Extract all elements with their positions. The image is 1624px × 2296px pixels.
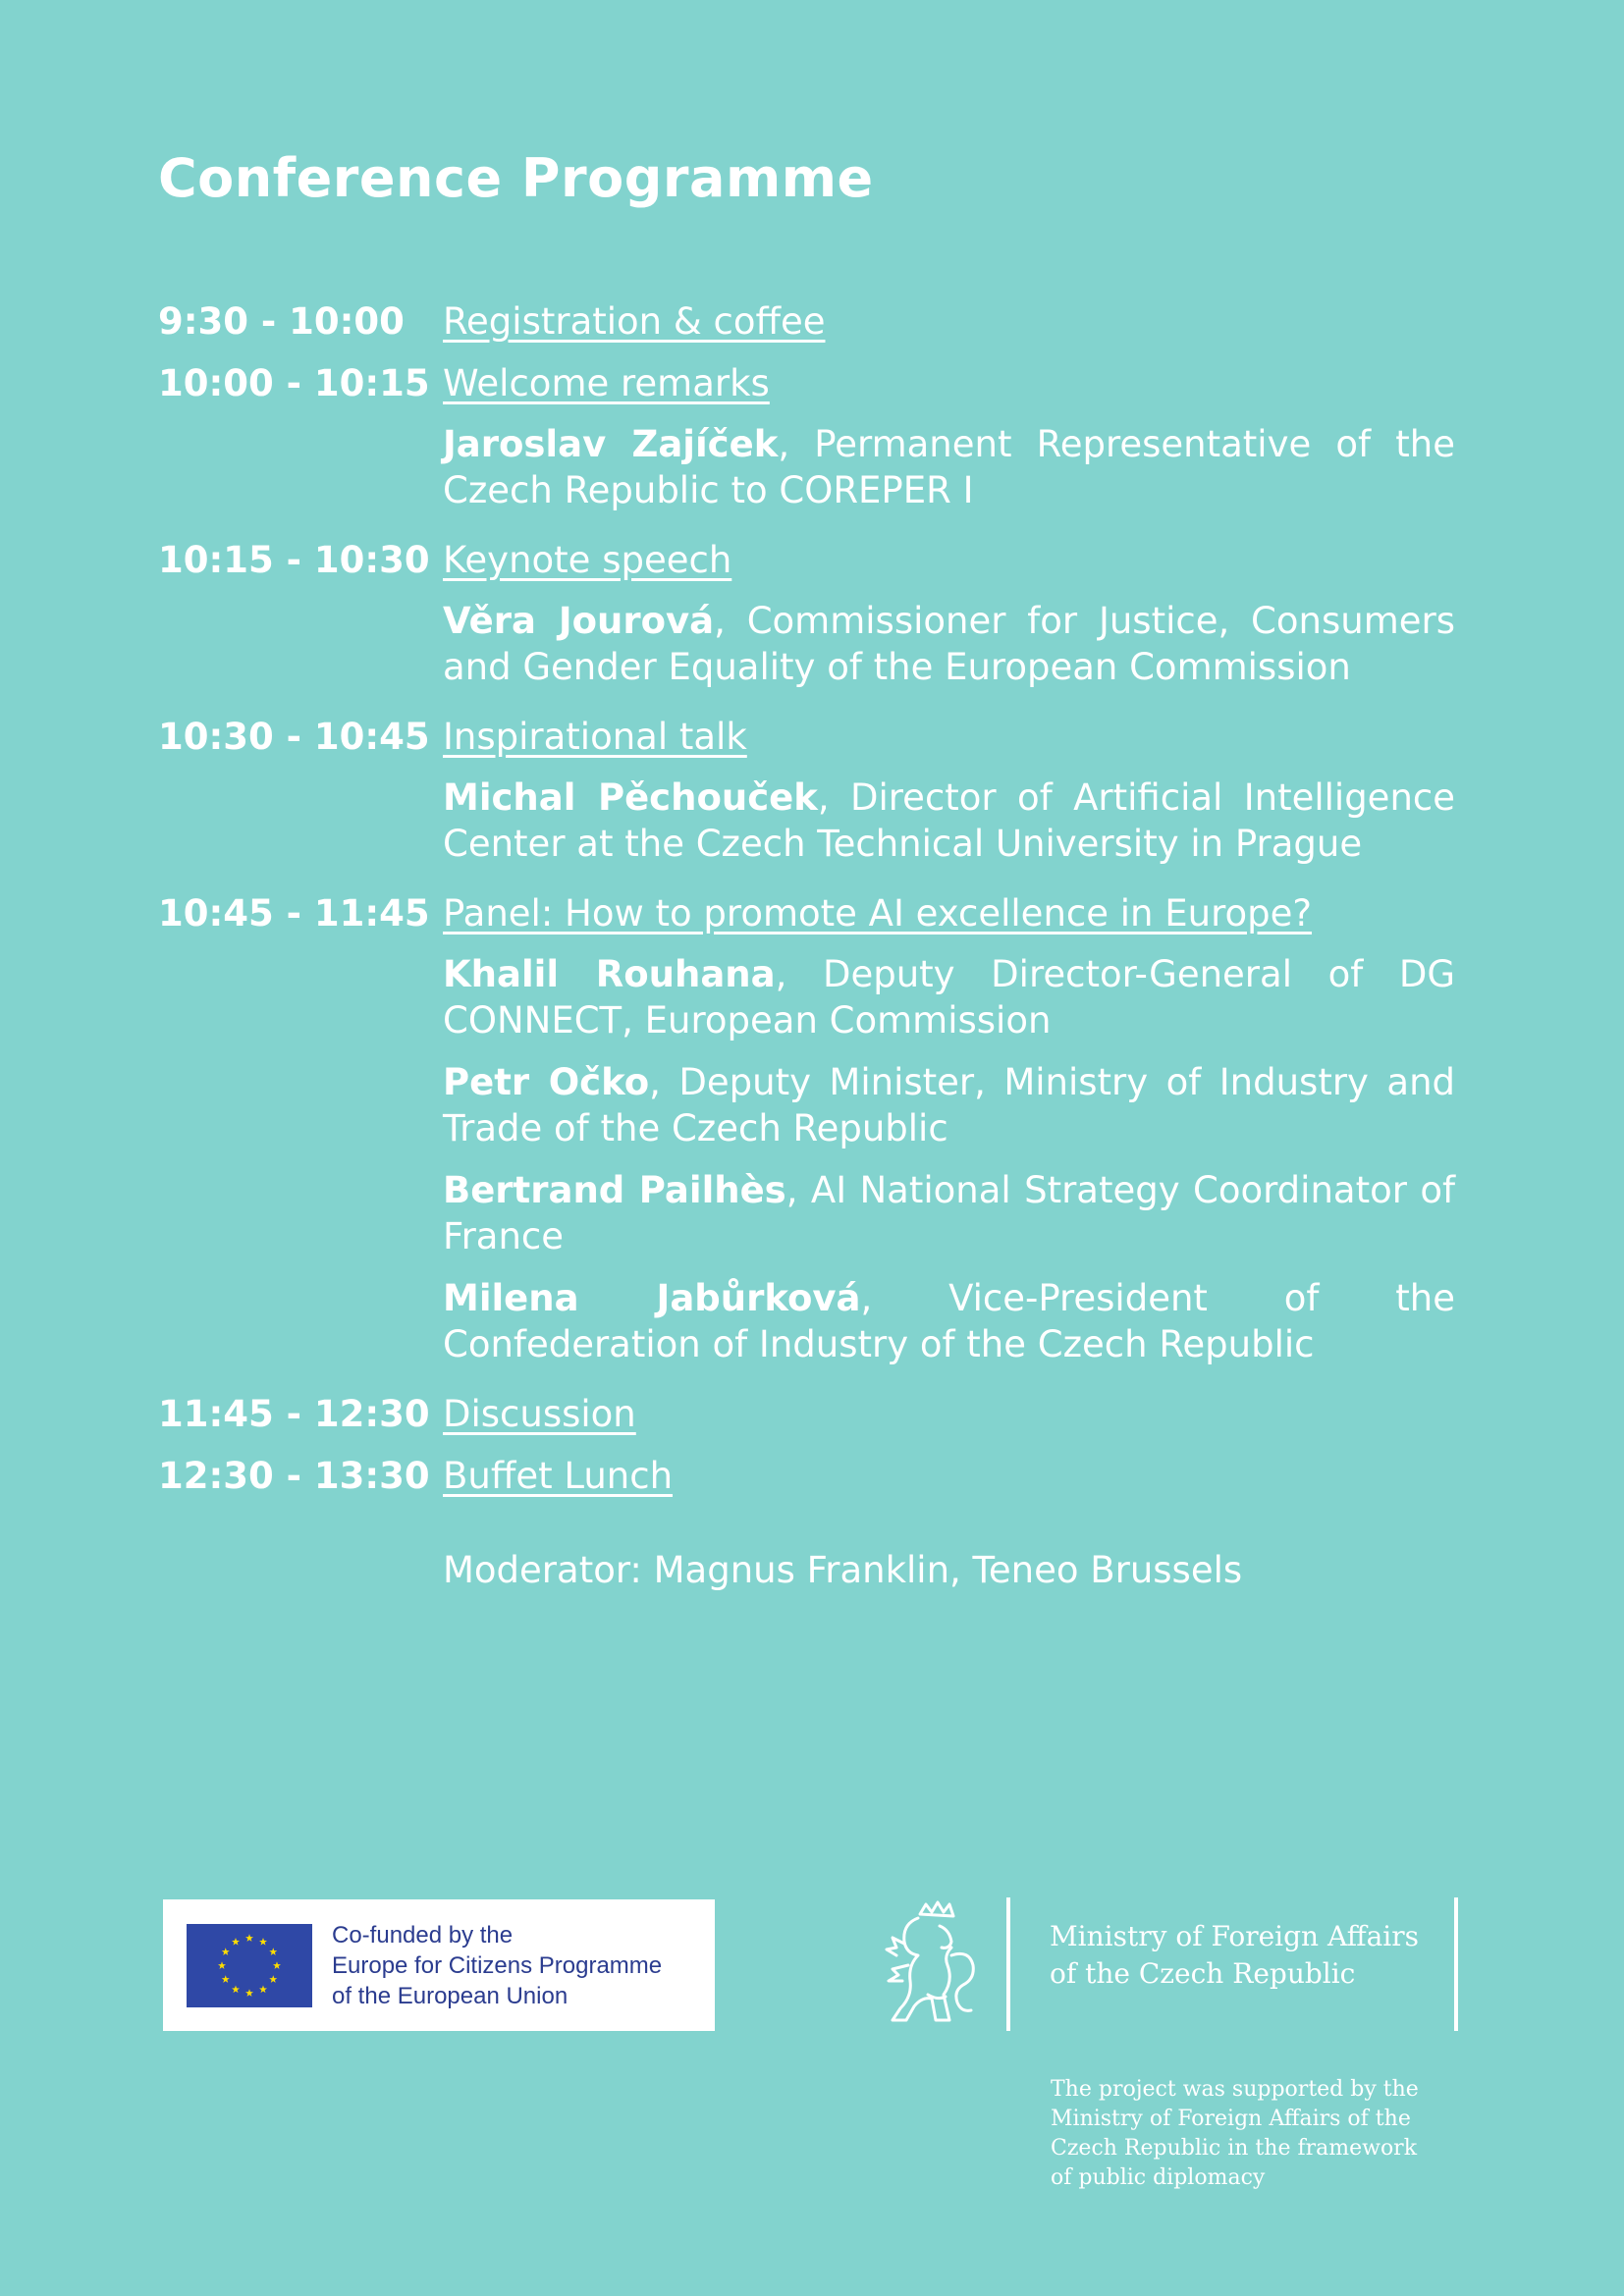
slot-title-link[interactable]: Discussion bbox=[443, 1393, 636, 1435]
support-note bbox=[1051, 2075, 1419, 2193]
support-note-line: Czech Republic in the framework bbox=[1051, 2136, 1418, 2161]
speaker-role: , Deputy Minister, Ministry of Industry and Trade of the Czech Republic bbox=[443, 1061, 1456, 1149]
speaker-name: Jaroslav Zajíček bbox=[443, 423, 779, 465]
slot-title-link[interactable]: Inspirational talk bbox=[443, 716, 747, 758]
page-title: Conference Programme bbox=[158, 147, 874, 209]
ministry-name-line: of the Czech Republic bbox=[1050, 1957, 1356, 1990]
speaker-role: , Deputy Director-General of DG CONNECT, European Commission bbox=[443, 953, 1455, 1041]
speaker-entry bbox=[443, 1275, 1455, 1367]
slot-time: 10:15 - 10:30 bbox=[158, 539, 430, 581]
speaker-entry bbox=[443, 951, 1455, 1043]
slot-time: 12:30 - 13:30 bbox=[158, 1455, 430, 1497]
slot-time: 10:00 - 10:15 bbox=[158, 362, 430, 404]
programme-list bbox=[158, 291, 1455, 1507]
programme-slot bbox=[158, 352, 1455, 529]
slot-title-link[interactable]: Buffet Lunch bbox=[443, 1455, 674, 1497]
speaker-role: , Vice-President of the Confederation of Industry of the Czech Republic bbox=[443, 1277, 1455, 1365]
slot-title-link[interactable]: Welcome remarks bbox=[443, 362, 770, 404]
speaker-role: , AI National Strategy Coordinator of France bbox=[443, 1169, 1455, 1257]
speaker-entry bbox=[443, 774, 1455, 867]
programme-slot bbox=[158, 706, 1455, 882]
programme-slot bbox=[158, 1445, 1455, 1507]
slot-body bbox=[443, 882, 1455, 1383]
logo-divider bbox=[1006, 1897, 1010, 2031]
programme-slot bbox=[158, 882, 1455, 1383]
eu-cofunding-logo bbox=[163, 1899, 715, 2031]
logo-divider bbox=[1454, 1897, 1458, 2031]
slot-time: 10:30 - 10:45 bbox=[158, 716, 430, 758]
support-note-line: The project was supported by the bbox=[1051, 2077, 1419, 2102]
slot-title-link[interactable]: Keynote speech bbox=[443, 539, 732, 581]
slot-body bbox=[443, 1445, 1455, 1507]
speaker-name: Bertrand Pailhès bbox=[443, 1169, 786, 1211]
moderator-line: Moderator: Magnus Franklin, Teneo Brussels bbox=[443, 1549, 1243, 1591]
slot-title-link[interactable]: Panel: How to promote AI excellence in Europe? bbox=[443, 892, 1313, 934]
speaker-role: , Director of Artificial Intelligence Center at the Czech Technical University in Prague bbox=[443, 776, 1456, 865]
speaker-entry bbox=[443, 1167, 1455, 1259]
speaker-name: Petr Očko bbox=[443, 1061, 650, 1103]
speaker-name: Milena Jabůrková bbox=[443, 1277, 861, 1319]
speaker-role: , Permanent Representative of the Czech Republic to COREPER I bbox=[443, 423, 1455, 511]
speaker-name: Khalil Rouhana bbox=[443, 953, 776, 995]
slot-time: 11:45 - 12:30 bbox=[158, 1393, 430, 1435]
programme-slot bbox=[158, 291, 1455, 352]
support-note-line: Ministry of Foreign Affairs of the bbox=[1051, 2107, 1411, 2131]
eu-flag-icon bbox=[187, 1924, 312, 2007]
slot-body bbox=[443, 291, 1455, 352]
slot-body bbox=[443, 352, 1455, 529]
eu-text-line: Co-funded by the bbox=[332, 1921, 514, 1949]
slot-title-link[interactable]: Registration & coffee bbox=[443, 300, 826, 343]
slot-time: 10:45 - 11:45 bbox=[158, 892, 430, 934]
programme-slot bbox=[158, 1383, 1455, 1445]
eu-text-line: of the European Union bbox=[332, 1982, 568, 2009]
support-note-line: of public diplomacy bbox=[1051, 2165, 1266, 2190]
speaker-name: Michal Pěchouček bbox=[443, 776, 818, 819]
ministry-name bbox=[1050, 1918, 1419, 1993]
programme-slot bbox=[158, 529, 1455, 706]
speaker-role: , Commissioner for Justice, Consumers and Gender Equality of the European Commission bbox=[443, 600, 1455, 688]
czech-lion-emblem-icon bbox=[869, 1896, 985, 2034]
slot-body bbox=[443, 706, 1455, 882]
speaker-name: Věra Jourová bbox=[443, 600, 715, 642]
speaker-entry bbox=[443, 421, 1455, 513]
slot-time: 9:30 - 10:00 bbox=[158, 300, 405, 343]
slot-body bbox=[443, 1383, 1455, 1445]
ministry-name-line: Ministry of Foreign Affairs bbox=[1050, 1920, 1420, 1952]
eu-cofunding-text bbox=[332, 1920, 662, 2011]
speaker-entry bbox=[443, 598, 1455, 690]
slot-body bbox=[443, 529, 1455, 706]
speaker-entry bbox=[443, 1059, 1455, 1151]
eu-text-line: Europe for Citizens Programme bbox=[332, 1951, 663, 1979]
